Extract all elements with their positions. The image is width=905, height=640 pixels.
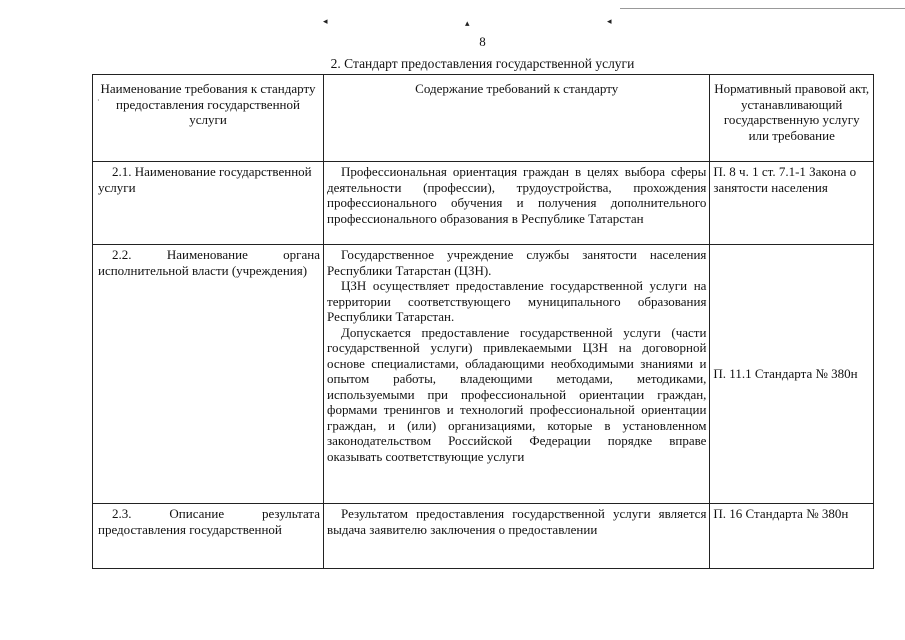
requirement-content: [324, 504, 710, 569]
requirement-content: [324, 245, 710, 504]
content-paragraph: Профессиональная ориентация граждан в целях выбора сферы деятельности (профессии), трудоустройства, прохождения профессионального обучения и получения дополнительного профессионального образования в Республике Татарстан: [327, 164, 707, 226]
scan-mark-icon: ▴: [465, 18, 470, 28]
table-row: [93, 162, 874, 245]
content-paragraph: Результатом предоставления государственной услуги является выдача заявителю заключения о предоставлении: [327, 506, 707, 537]
scan-mark-icon: ◂: [323, 16, 328, 26]
normative-act: П. 11.1 Стандарта № 380н: [710, 245, 874, 504]
scan-mark-icon: ◂: [607, 16, 612, 26]
column-header: Нормативный правовой акт, устанавливающий государственную услугу или требование: [710, 75, 874, 162]
content-paragraph: Допускается предоставление государственной услуги (части государственной услуги) привлекаемыми ЦЗН на договорной основе специалистами, обладающими необходимыми знаниями и опытом работы, владеющими методами, методиками, используемыми при профессиональной ориентации граждан, формами тренингов и технологий профессиональной ориентации граждан, и (или) организациями, которые в установленном законодательством Российской Федерации порядке вправе оказывать соответствующие услуги: [327, 324, 707, 464]
column-header: Наименование требования к стандарту предоставления государственной услуги: [93, 75, 324, 162]
page-number: 8: [479, 34, 486, 49]
requirement-name: 2.3. Описание результата предоставления государственной: [93, 504, 324, 569]
table-row: [93, 504, 874, 569]
section-title: 2. Стандарт предоставления государственной услуги: [330, 56, 635, 71]
normative-act: П. 8 ч. 1 ст. 7.1-1 Закона о занятости населения: [710, 162, 874, 245]
content-paragraph: ЦЗН осуществляет предоставление государственной услуги на территории соответствующего муниципального образования Республики Татарстан.: [327, 278, 707, 324]
column-header: Содержание требований к стандарту: [324, 75, 710, 162]
normative-act: П. 16 Стандарта № 380н: [710, 504, 874, 569]
scan-edge-line: [620, 8, 905, 9]
table-row: [93, 245, 874, 504]
table-header-row: [93, 75, 874, 162]
requirement-name: 2.1. Наименование государственной услуги: [93, 162, 324, 245]
content-paragraph: Государственное учреждение службы занятости населения Республики Татарстан (ЦЗН).: [327, 247, 707, 278]
requirement-name: 2.2. Наименование органа исполнительной власти (учреждения): [93, 245, 324, 504]
standard-table: [92, 74, 874, 569]
scan-dot-icon: ·: [97, 96, 100, 105]
requirement-content: [324, 162, 710, 245]
